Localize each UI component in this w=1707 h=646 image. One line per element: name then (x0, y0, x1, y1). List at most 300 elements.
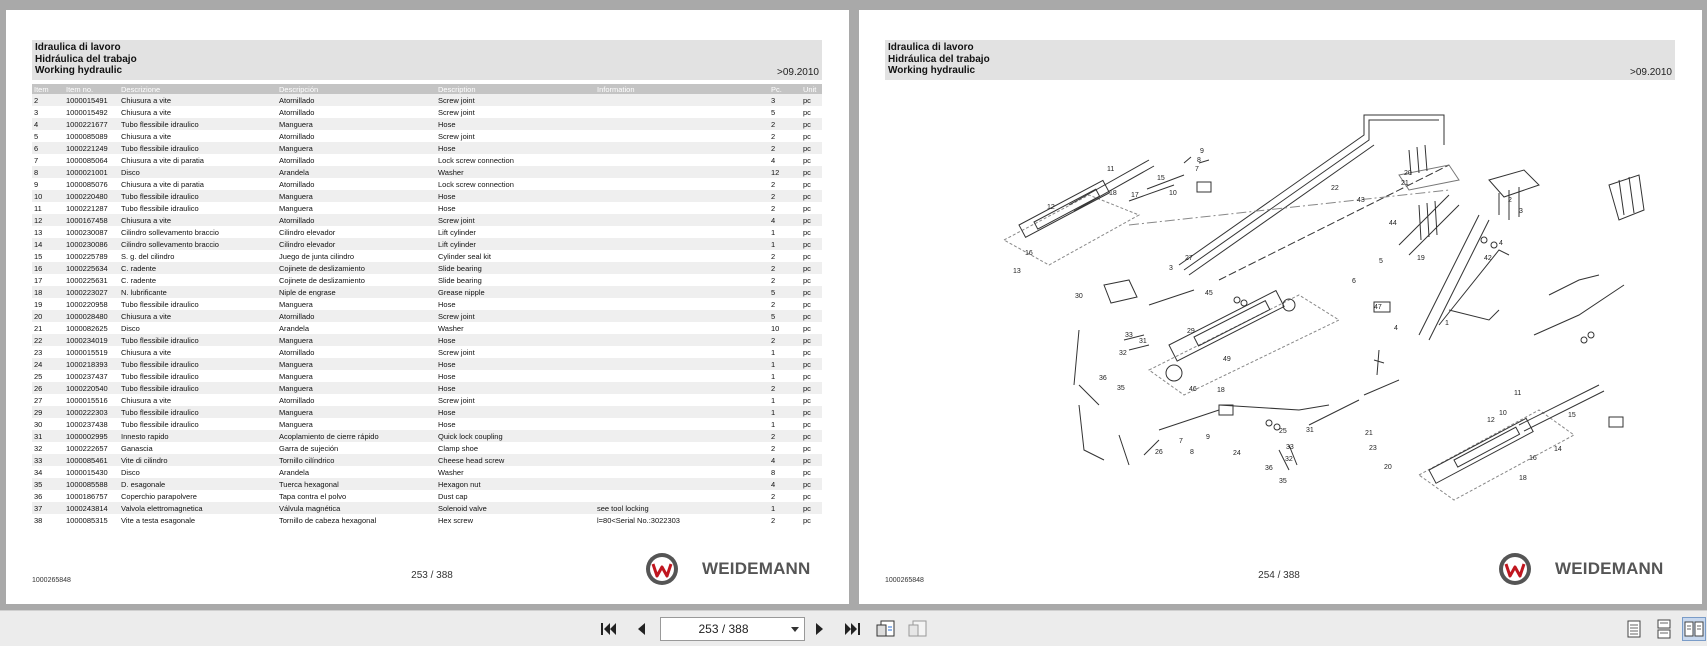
hydraulic-exploded-diagram (979, 105, 1669, 525)
table-cell: 5 (34, 131, 39, 141)
table-cell: l=80<Serial No.:3022303 (597, 515, 680, 525)
table-cell: Arandela (279, 323, 310, 333)
title-spanish: Hidráulica del trabajo (888, 53, 990, 65)
table-cell: 1 (769, 406, 801, 418)
table-cell: 26 (32, 382, 64, 394)
table-cell: 2 (769, 262, 801, 274)
table-cell: Hose (436, 382, 595, 394)
table-cell (595, 382, 769, 394)
table-cell: Vite a testa esagonale (121, 515, 196, 525)
table-cell: Tubo flessibile idraulico (119, 334, 277, 346)
table-cell: Disco (121, 323, 140, 333)
table-cell: Cojinete de deslizamiento (277, 262, 436, 274)
first-page-button[interactable] (597, 617, 621, 641)
table-row (32, 370, 822, 382)
table-cell: 12 (769, 166, 801, 178)
diagram-callout-number: 18 (1109, 190, 1117, 197)
table-cell: pc (801, 382, 822, 394)
diagram-callout-number: 11 (1107, 166, 1115, 173)
table-cell: 24 (32, 358, 64, 370)
table-cell: Cylinder seal kit (438, 251, 491, 261)
diagram-callout-number: 11 (1514, 390, 1522, 397)
table-cell: pc (803, 443, 811, 453)
table-cell: pc (803, 347, 811, 357)
table-cell (595, 358, 769, 370)
table-cell: 16 (32, 262, 64, 274)
parts-table-body (32, 94, 822, 526)
diagram-callout-number: 6 (1352, 278, 1356, 285)
table-cell: 1000222303 (64, 406, 119, 418)
table-cell: 19 (34, 299, 43, 309)
table-cell: 1000186757 (66, 491, 108, 501)
table-cell: pc (803, 395, 811, 405)
table-cell: Lift cylinder (438, 227, 476, 237)
table-cell: Tubo flessibile idraulico (119, 190, 277, 202)
validity-date: >09.2010 (1630, 67, 1672, 78)
table-cell: 12 (32, 214, 64, 226)
table-cell: Atornillado (279, 107, 315, 117)
table-cell: pc (803, 275, 811, 285)
two-page-view-button[interactable] (1682, 617, 1706, 641)
table-cell: 10 (771, 323, 780, 333)
table-row (32, 178, 822, 190)
table-cell: Washer (438, 467, 464, 477)
table-cell: 2 (32, 94, 64, 106)
table-cell: 25 (34, 371, 43, 381)
diagram-callout-number: 21 (1365, 430, 1373, 437)
table-cell (595, 490, 769, 502)
table-cell: 2 (771, 251, 776, 261)
table-cell: Tubo flessibile idraulico (121, 371, 199, 381)
table-cell: 1 (771, 395, 776, 405)
table-cell: Hose (436, 358, 595, 370)
fit-width-button[interactable] (906, 617, 930, 641)
diagram-callout-number: 12 (1487, 417, 1495, 424)
diagram-callout-number: 31 (1139, 338, 1147, 345)
table-cell: 14 (32, 238, 64, 250)
table-cell: pc (801, 430, 822, 442)
table-row (32, 118, 822, 130)
table-cell: Slide bearing (436, 262, 595, 274)
table-cell (595, 94, 769, 106)
validity-date: >09.2010 (777, 67, 819, 78)
table-cell: 1000028480 (64, 310, 119, 322)
diagram-callout-number: 33 (1286, 444, 1294, 451)
table-cell: Cilindro sollevamento braccio (119, 238, 277, 250)
table-cell: Arandela (279, 467, 310, 477)
table-cell: pc (801, 310, 822, 322)
table-cell (595, 154, 769, 166)
page-number-field[interactable] (660, 617, 805, 641)
table-cell: 2 (769, 118, 801, 130)
next-page-button[interactable] (808, 617, 832, 641)
previous-page-button[interactable] (629, 617, 653, 641)
skip-first-icon (600, 621, 618, 637)
table-cell: Hose (438, 419, 456, 429)
two-pages-icon (1684, 619, 1704, 639)
table-cell: Atornillado (279, 179, 315, 189)
column-header: Description (436, 84, 595, 94)
diagram-callout-number: 5 (1379, 258, 1383, 265)
table-cell: Cheese head screw (436, 454, 595, 466)
table-cell: 1000220540 (64, 382, 119, 394)
table-cell: Hose (436, 118, 595, 130)
diagram-callout-number: 4 (1394, 325, 1398, 332)
chevron-left-icon (634, 621, 648, 637)
table-cell: Washer (438, 323, 464, 333)
table-cell: 1000085064 (66, 155, 108, 165)
table-cell: 1000085461 (64, 454, 119, 466)
diagram-callout-number: 9 (1206, 434, 1210, 441)
table-cell: 34 (34, 467, 43, 477)
table-cell: 1000085089 (66, 131, 108, 141)
table-cell (595, 166, 769, 178)
table-cell: Hose (438, 371, 456, 381)
table-cell: 2 (769, 382, 801, 394)
diagram-callout-number: 7 (1179, 438, 1183, 445)
diagram-callout-number: 1 (1445, 320, 1449, 327)
table-cell: Atornillado (277, 310, 436, 322)
table-cell (595, 430, 769, 442)
diagram-callout-number: 30 (1075, 293, 1083, 300)
fit-page-icon (875, 619, 897, 639)
continuous-view-button[interactable] (1652, 617, 1676, 641)
table-row (32, 250, 822, 262)
diagram-callout-number: 14 (1554, 446, 1562, 453)
table-cell: 11 (34, 203, 42, 213)
table-cell: Tubo flessibile idraulico (121, 203, 199, 213)
table-cell: 27 (34, 395, 43, 405)
table-cell (595, 142, 769, 154)
table-cell: 7 (34, 155, 39, 165)
table-cell: S. g. del cilindro (121, 251, 175, 261)
title-italian: Idraulica di lavoro (35, 42, 121, 53)
table-cell: 15 (34, 251, 43, 261)
page-number: 254 / 388 (1258, 570, 1300, 581)
table-cell: 2 (769, 190, 801, 202)
table-cell: 1 (769, 502, 801, 514)
diagram-callout-number: 12 (1047, 204, 1055, 211)
diagram-callout-number: 33 (1125, 332, 1133, 339)
table-cell: pc (803, 371, 811, 381)
table-cell: 1 (769, 238, 801, 250)
diagram-callout-number: 8 (1190, 449, 1194, 456)
page-number: 253 / 388 (411, 570, 453, 581)
table-cell: Cojinete de deslizamiento (279, 275, 365, 285)
table-cell: 2 (771, 299, 776, 309)
continuous-pages-icon (1656, 619, 1672, 639)
table-cell (595, 274, 769, 286)
table-cell: 1000085315 (66, 515, 108, 525)
table-cell: Tapa contra el polvo (279, 491, 347, 501)
table-cell: pc (801, 214, 822, 226)
diagram-callout-number: 35 (1279, 478, 1287, 485)
table-cell: 1000230087 (66, 227, 108, 237)
table-cell: 4 (769, 214, 801, 226)
table-cell: 21 (34, 323, 43, 333)
table-cell (595, 442, 769, 454)
table-cell: Screw joint (436, 214, 595, 226)
table-row (32, 382, 822, 394)
table-cell: Manguera (277, 190, 436, 202)
title-english: Working hydraulic (888, 65, 976, 76)
table-row (32, 130, 822, 142)
table-cell: 1000220958 (66, 299, 108, 309)
table-cell: pc (803, 155, 811, 165)
table-cell: Atornillado (279, 395, 315, 405)
table-cell: pc (801, 166, 822, 178)
table-cell: Manguera (277, 118, 436, 130)
table-cell: 2 (771, 203, 776, 213)
diagram-callout-number: 36 (1265, 465, 1273, 472)
table-cell: Tubo flessibile idraulico (119, 406, 277, 418)
table-row (32, 142, 822, 154)
table-cell (595, 454, 769, 466)
table-cell: Hose (436, 406, 595, 418)
table-cell: 2 (769, 142, 801, 154)
parts-table (32, 84, 822, 526)
table-cell (595, 130, 769, 142)
table-cell: 4 (769, 454, 801, 466)
table-row (32, 430, 822, 442)
table-cell: D. esagonale (119, 478, 277, 490)
table-row (32, 502, 822, 514)
table-cell: Niple de engrase (277, 286, 436, 298)
table-cell: Lock screw connection (438, 155, 514, 165)
table-cell: 18 (32, 286, 64, 298)
table-cell: Valvola elettromagnetica (119, 502, 277, 514)
table-cell: Atornillado (279, 131, 315, 141)
diagram-callout-number: 16 (1025, 250, 1033, 257)
table-cell: Tuerca hexagonal (277, 478, 436, 490)
table-cell: 32 (34, 443, 43, 453)
table-cell (595, 118, 769, 130)
column-header: Item no. (64, 84, 119, 94)
table-cell: Atornillado (279, 347, 315, 357)
table-cell: 1000021001 (64, 166, 119, 178)
table-cell: 20 (32, 310, 64, 322)
table-cell: Innesto rapido (119, 430, 277, 442)
table-cell: Tubo flessibile idraulico (119, 118, 277, 130)
diagram-callout-number: 32 (1119, 350, 1127, 357)
table-cell: Manguera (277, 358, 436, 370)
table-cell: 1000221287 (66, 203, 108, 213)
table-cell: 9 (34, 179, 39, 189)
diagram-callout-number: 29 (1187, 328, 1195, 335)
title-spanish: Hidráulica del trabajo (35, 53, 137, 65)
table-cell: pc (801, 262, 822, 274)
table-cell: Hose (436, 334, 595, 346)
column-header: Item (32, 84, 64, 94)
table-cell: Tubo flessibile idraulico (119, 382, 277, 394)
diagram-callout-number: 47 (1374, 304, 1382, 311)
single-page-view-button[interactable] (1622, 617, 1646, 641)
table-cell: Screw joint (438, 395, 475, 405)
table-cell (595, 310, 769, 322)
table-cell: Manguera (277, 406, 436, 418)
table-cell: Chiusura a vite di paratia (121, 155, 204, 165)
single-page-icon (1626, 619, 1642, 639)
table-cell: 4 (769, 478, 801, 490)
table-row (32, 262, 822, 274)
table-cell: 1 (771, 419, 776, 429)
table-cell: Acoplamiento de cierre rápido (277, 430, 436, 442)
table-cell: 1000015492 (66, 107, 108, 117)
table-cell: C. radente (121, 275, 157, 285)
table-cell: 2 (771, 179, 776, 189)
table-cell: Chiusura a vite (121, 131, 172, 141)
document-page-right (859, 10, 1702, 604)
table-row (32, 166, 822, 178)
brand-name: WEIDEMANN (702, 559, 811, 578)
table-cell: Ganascia (121, 443, 153, 453)
table-cell: Tornillo cilíndrico (277, 454, 436, 466)
table-cell: see tool locking (595, 502, 769, 514)
table-row (32, 346, 822, 358)
table-cell: Manguera (279, 203, 313, 213)
brand-name: WEIDEMANN (1555, 559, 1664, 578)
table-cell: 1000221677 (64, 118, 119, 130)
table-cell: pc (803, 515, 811, 525)
table-cell (595, 478, 769, 490)
table-row (32, 358, 822, 370)
column-header: Descrizione (119, 84, 277, 94)
table-cell: Screw joint (438, 131, 475, 141)
diagram-callout-number: 36 (1099, 375, 1107, 382)
last-page-button[interactable] (840, 617, 864, 641)
table-row (32, 490, 822, 502)
diagram-callout-number: 2 (1508, 197, 1512, 204)
table-cell: 1000234019 (64, 334, 119, 346)
table-cell: Solenoid valve (436, 502, 595, 514)
column-header: Information (595, 84, 769, 94)
table-row (32, 226, 822, 238)
document-page-left (6, 10, 849, 604)
table-row (32, 286, 822, 298)
table-row (32, 334, 822, 346)
table-cell: Juego de junta cilindro (279, 251, 355, 261)
fit-page-button[interactable] (874, 617, 898, 641)
table-cell: 1000085076 (66, 179, 108, 189)
table-cell: 1000222657 (66, 443, 108, 453)
table-cell: 1000082625 (66, 323, 108, 333)
diagram-callout-number: 44 (1389, 220, 1397, 227)
table-cell: pc (803, 179, 811, 189)
table-cell: 1 (771, 227, 776, 237)
table-row (32, 202, 822, 214)
table-cell: Vite di cilindro (119, 454, 277, 466)
table-cell: Grease nipple (436, 286, 595, 298)
table-cell: pc (801, 142, 822, 154)
chevron-down-icon[interactable] (791, 627, 799, 632)
table-cell: Chiusura a vite (121, 347, 172, 357)
table-cell (595, 286, 769, 298)
table-row (32, 454, 822, 466)
diagram-callout-number: 24 (1233, 450, 1241, 457)
diagram-callout-number: 46 (1189, 386, 1197, 393)
table-cell: 22 (32, 334, 64, 346)
table-cell: 8 (32, 166, 64, 178)
table-cell: 2 (769, 430, 801, 442)
table-cell (595, 466, 769, 478)
table-cell: pc (801, 478, 822, 490)
diagram-callout-number: 8 (1197, 157, 1201, 164)
table-cell (595, 262, 769, 274)
document-id: 1000265848 (32, 577, 71, 584)
table-cell: 5 (769, 286, 801, 298)
diagram-callout-number: 45 (1205, 290, 1213, 297)
table-row (32, 466, 822, 478)
table-cell: 1 (771, 347, 776, 357)
table-cell: 3 (769, 94, 801, 106)
table-cell: Arandela (277, 166, 436, 178)
table-cell: pc (801, 406, 822, 418)
diagram-callout-number: 22 (1331, 185, 1339, 192)
diagram-callout-number: 20 (1384, 464, 1392, 471)
table-cell: Dust cap (438, 491, 468, 501)
table-row (32, 154, 822, 166)
table-cell: Tubo flessibile idraulico (119, 142, 277, 154)
table-cell: pc (803, 491, 811, 501)
table-cell: 2 (769, 334, 801, 346)
table-row (32, 94, 822, 106)
table-cell: pc (803, 467, 811, 477)
table-cell: Tubo flessibile idraulico (119, 358, 277, 370)
table-cell: Quick lock coupling (436, 430, 595, 442)
table-cell: pc (803, 203, 811, 213)
table-cell: 1000225789 (66, 251, 108, 261)
table-cell: Cilindro elevador (277, 238, 436, 250)
table-cell: Screw joint (438, 347, 475, 357)
page-number-field-value: 253 / 388 (698, 622, 749, 636)
table-cell (595, 214, 769, 226)
table-cell: Hose (438, 203, 456, 213)
table-cell: 1000015519 (66, 347, 108, 357)
table-cell: Tubo flessibile idraulico (121, 419, 199, 429)
table-cell (595, 178, 769, 190)
table-cell: Hose (436, 142, 595, 154)
table-cell: Manguera (277, 382, 436, 394)
table-cell: Washer (436, 166, 595, 178)
table-cell: pc (801, 502, 822, 514)
table-cell: Chiusura a vite (119, 94, 277, 106)
diagram-callout-number: 27 (1185, 255, 1193, 262)
table-cell: Chiusura a vite (121, 107, 172, 117)
table-cell: 31 (32, 430, 64, 442)
weidemann-emblem-icon (644, 551, 684, 587)
diagram-callout-number: 17 (1131, 192, 1139, 199)
table-cell: 13 (34, 227, 43, 237)
table-cell: 37 (32, 502, 64, 514)
table-cell: 1 (769, 358, 801, 370)
table-cell: 29 (32, 406, 64, 418)
table-header-row (32, 84, 822, 94)
table-cell: Manguera (279, 299, 313, 309)
page-header (885, 40, 1675, 80)
table-row (32, 406, 822, 418)
table-cell: Hexagon nut (436, 478, 595, 490)
weidemann-logo (1497, 551, 1687, 587)
diagram-callout-number: 15 (1568, 412, 1576, 419)
table-cell: Manguera (277, 142, 436, 154)
diagram-callout-number: 15 (1157, 175, 1165, 182)
table-cell (595, 298, 769, 310)
table-cell (595, 370, 769, 382)
table-cell (595, 334, 769, 346)
table-cell: Screw joint (436, 310, 595, 322)
table-cell: 33 (32, 454, 64, 466)
table-cell: 1000237438 (66, 419, 108, 429)
